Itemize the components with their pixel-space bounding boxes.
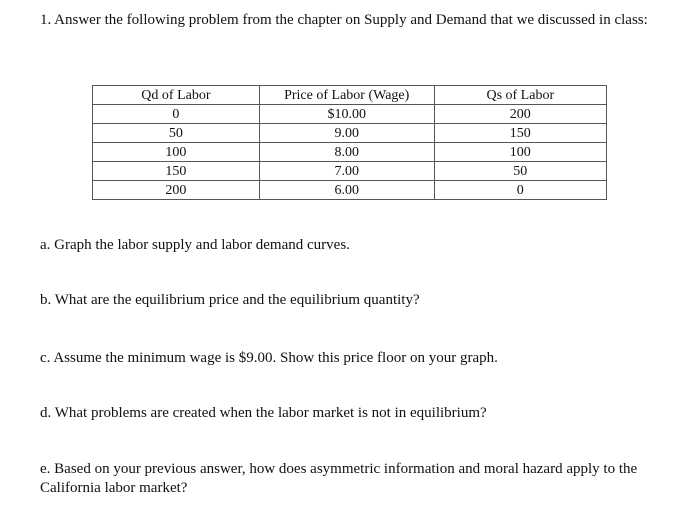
table-row: [93, 162, 607, 181]
cell-qd: 100: [93, 143, 260, 162]
table-row: [93, 143, 607, 162]
question-d: d. What problems are created when the labor market is not in equilibrium?: [40, 405, 487, 421]
question-b: b. What are the equilibrium price and the equilibrium quantity?: [40, 292, 420, 308]
header-price-of-labor: Price of Labor (Wage): [259, 86, 434, 105]
cell-qs: 0: [434, 181, 606, 200]
cell-wage: 9.00: [259, 124, 434, 143]
cell-qs: 150: [434, 124, 606, 143]
table-header-row: [93, 86, 607, 105]
table-row: [93, 124, 607, 143]
cell-qd: 200: [93, 181, 260, 200]
cell-qs: 200: [434, 105, 606, 124]
header-qd-of-labor: Qd of Labor: [93, 86, 260, 105]
header-qs-of-labor: Qs of Labor: [434, 86, 606, 105]
cell-wage: 8.00: [259, 143, 434, 162]
question-e: e. Based on your previous answer, how does asymmetric information and moral hazard apply to the California labor market?: [40, 461, 638, 496]
cell-wage: $10.00: [259, 105, 434, 124]
labor-market-table: [92, 85, 607, 200]
cell-qd: 0: [93, 105, 260, 124]
cell-wage: 7.00: [259, 162, 434, 181]
cell-qs: 50: [434, 162, 606, 181]
cell-wage: 6.00: [259, 181, 434, 200]
problem-intro: 1. Answer the following problem from the chapter on Supply and Demand that we discussed in class:: [40, 12, 648, 28]
cell-qd: 50: [93, 124, 260, 143]
cell-qd: 150: [93, 162, 260, 181]
question-a: a. Graph the labor supply and labor demand curves.: [40, 237, 350, 253]
table-row: [93, 181, 607, 200]
question-c: c. Assume the minimum wage is $9.00. Show this price floor on your graph.: [40, 350, 498, 366]
cell-qs: 100: [434, 143, 606, 162]
table-row: [93, 105, 607, 124]
